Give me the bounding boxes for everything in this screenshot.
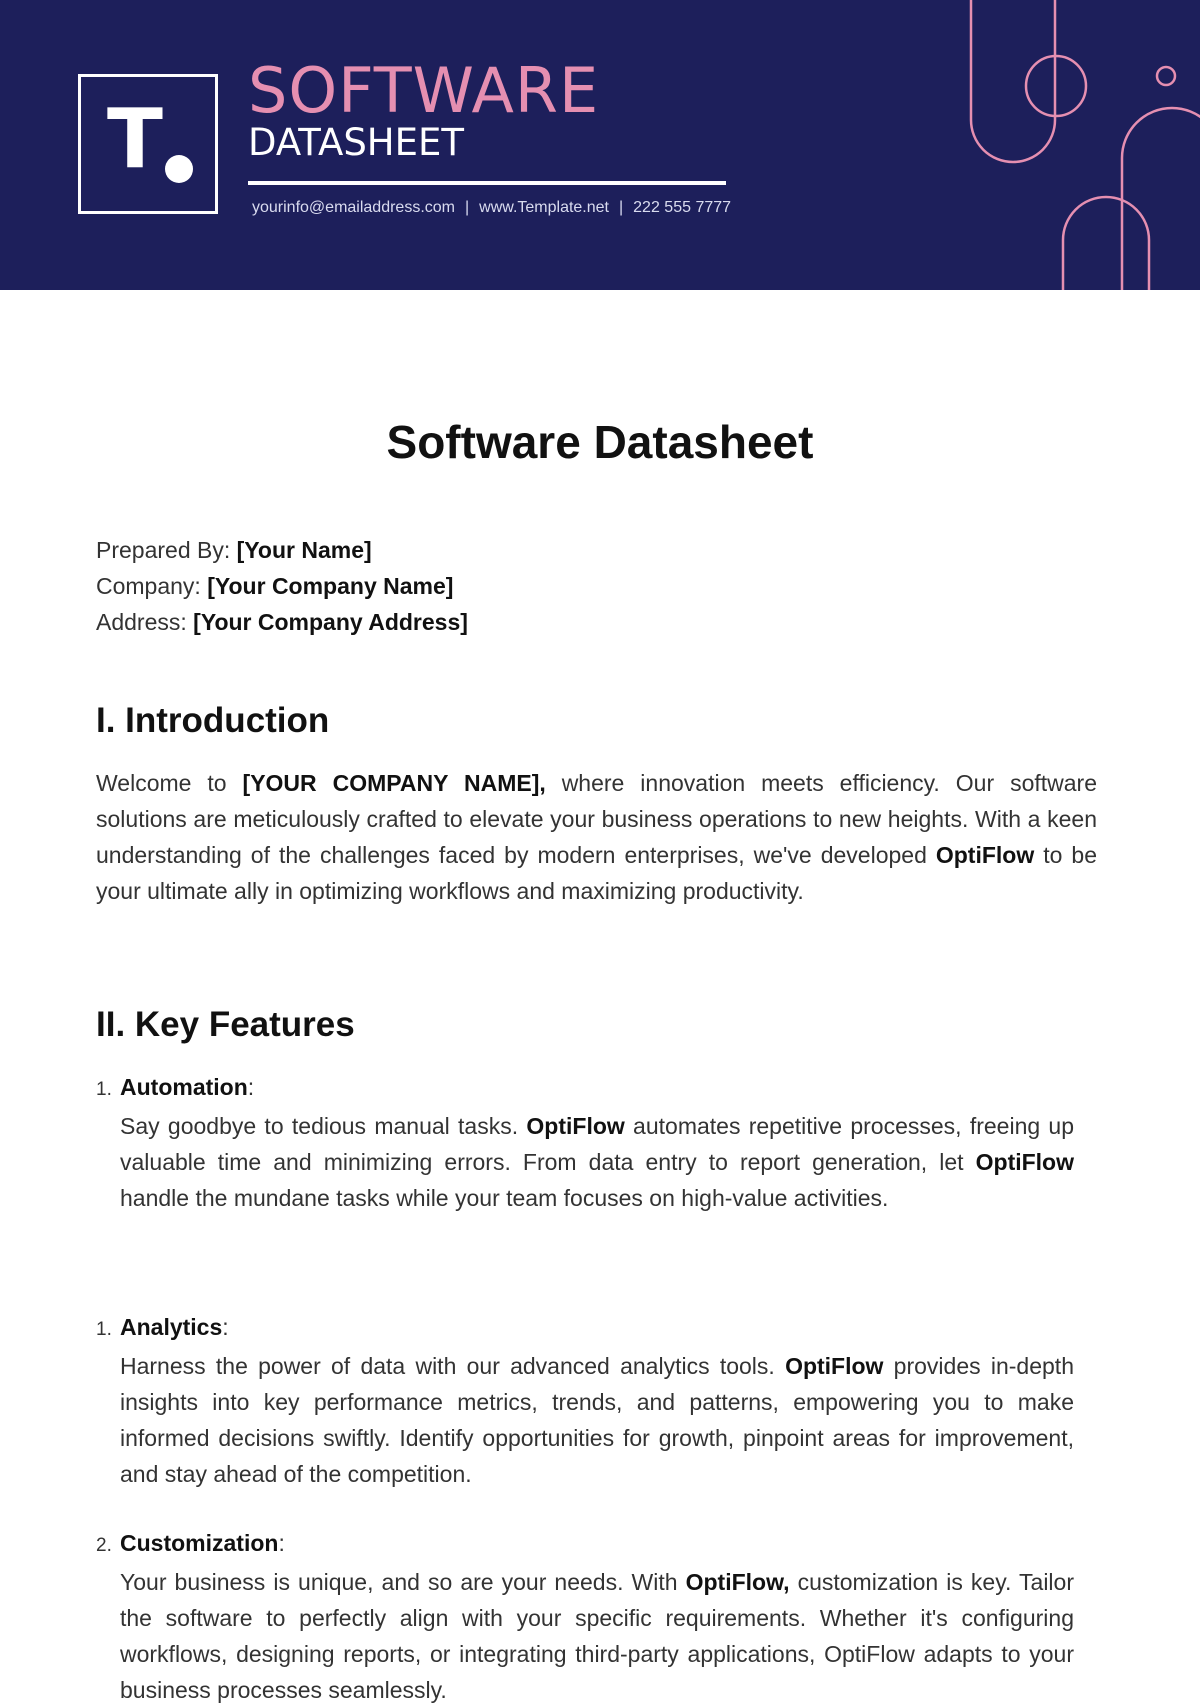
feature-item-analytics (96, 1309, 1074, 1492)
text-run: Your business is unique, and so are your needs. With (120, 1569, 686, 1595)
company-name-placeholder: [YOUR COMPANY NAME], (242, 770, 546, 796)
meta-label: Address: (96, 609, 187, 635)
meta-label: Prepared By: (96, 537, 231, 563)
section-heading-introduction: I. Introduction (96, 701, 330, 740)
deco-arch-right (1122, 108, 1200, 290)
decorative-shapes (0, 0, 1200, 290)
meta-value: [Your Name] (236, 537, 372, 563)
text-run: handle the mundane tasks while your team focuses on high-value activities. (120, 1185, 889, 1211)
feature-description (120, 1348, 1074, 1492)
contact-separator: | (465, 199, 470, 216)
product-name: OptiFlow (526, 1113, 625, 1139)
feature-title: Automation (120, 1074, 248, 1100)
text-run: where innovation meets efficiency. Our software solutions are meticulously crafted to elevate your business operations to new heights. With a keen understanding of the challenges faced by modern enterprises, we've developed (96, 770, 1097, 868)
deco-ring-small (1157, 67, 1175, 85)
meta-address (96, 604, 468, 640)
brand-title: SOFTWARE (248, 54, 600, 127)
feature-description (120, 1108, 1074, 1216)
feature-heading (96, 1525, 1074, 1564)
meta-value: [Your Company Address] (193, 609, 468, 635)
intro-paragraph (96, 765, 1097, 909)
feature-item-customization (96, 1525, 1074, 1708)
header-banner (0, 0, 1200, 290)
text-run: to be your ultimate ally in optimizing workflows and maximizing productivity. (96, 842, 1098, 904)
feature-colon: : (247, 1074, 255, 1100)
feature-number: 2. (96, 1535, 112, 1556)
email-text: yourinfo@emailaddress.com (252, 199, 455, 216)
product-name: OptiFlow (975, 1149, 1074, 1175)
feature-description (120, 1564, 1074, 1708)
product-name: OptiFlow (935, 842, 1035, 868)
deco-arch-tall (971, 0, 1055, 162)
feature-item-automation (96, 1069, 1074, 1216)
phone-text: 222 555 7777 (633, 199, 732, 216)
brand-subtitle: DATASHEET (248, 121, 464, 164)
text-run: Harness the power of data with our advanced analytics tools. (120, 1353, 786, 1379)
document-meta (96, 532, 468, 640)
meta-value: [Your Company Name] (207, 573, 454, 599)
feature-number: 1. (96, 1319, 112, 1340)
text-run: provides in-depth insights into key performance metrics, trends, and patterns, empowering you to make informed decisions swiftly. Identify opportunities for growth, pinpoint areas for improvement, and stay ahead of the competition. (120, 1353, 1074, 1487)
meta-prepared-by (96, 532, 468, 568)
meta-label: Company: (96, 573, 201, 599)
feature-number: 1. (96, 1079, 112, 1100)
meta-company (96, 568, 468, 604)
feature-heading (96, 1069, 1074, 1108)
text-run: Welcome to (96, 770, 243, 796)
website-text: www.Template.net (479, 199, 609, 216)
product-name: OptiFlow (785, 1353, 884, 1379)
feature-colon: : (278, 1530, 285, 1556)
logo-letter: T (107, 92, 163, 187)
text-run: Say goodbye to tedious manual tasks. (120, 1113, 527, 1139)
contact-separator: | (619, 199, 624, 216)
feature-title: Customization (120, 1530, 279, 1556)
page-title: Software Datasheet (386, 416, 814, 468)
feature-colon: : (222, 1314, 229, 1340)
feature-title: Analytics (120, 1314, 223, 1340)
feature-heading (96, 1309, 1074, 1348)
section-heading-key-features: II. Key Features (96, 1005, 355, 1044)
text-run: automates repetitive processes, freeing up valuable time and minimizing errors. From data entry to report generation, let (120, 1113, 1075, 1175)
product-name: OptiFlow, (685, 1569, 790, 1595)
deco-arch-bottom (1063, 197, 1149, 290)
text-run: customization is key. Tailor the software to perfectly align with your specific requirements. Whether it's configuring workflows, designing reports, or integrating third-party applications, OptiFlow adapts to your business processes seamlessly. (120, 1569, 1074, 1703)
